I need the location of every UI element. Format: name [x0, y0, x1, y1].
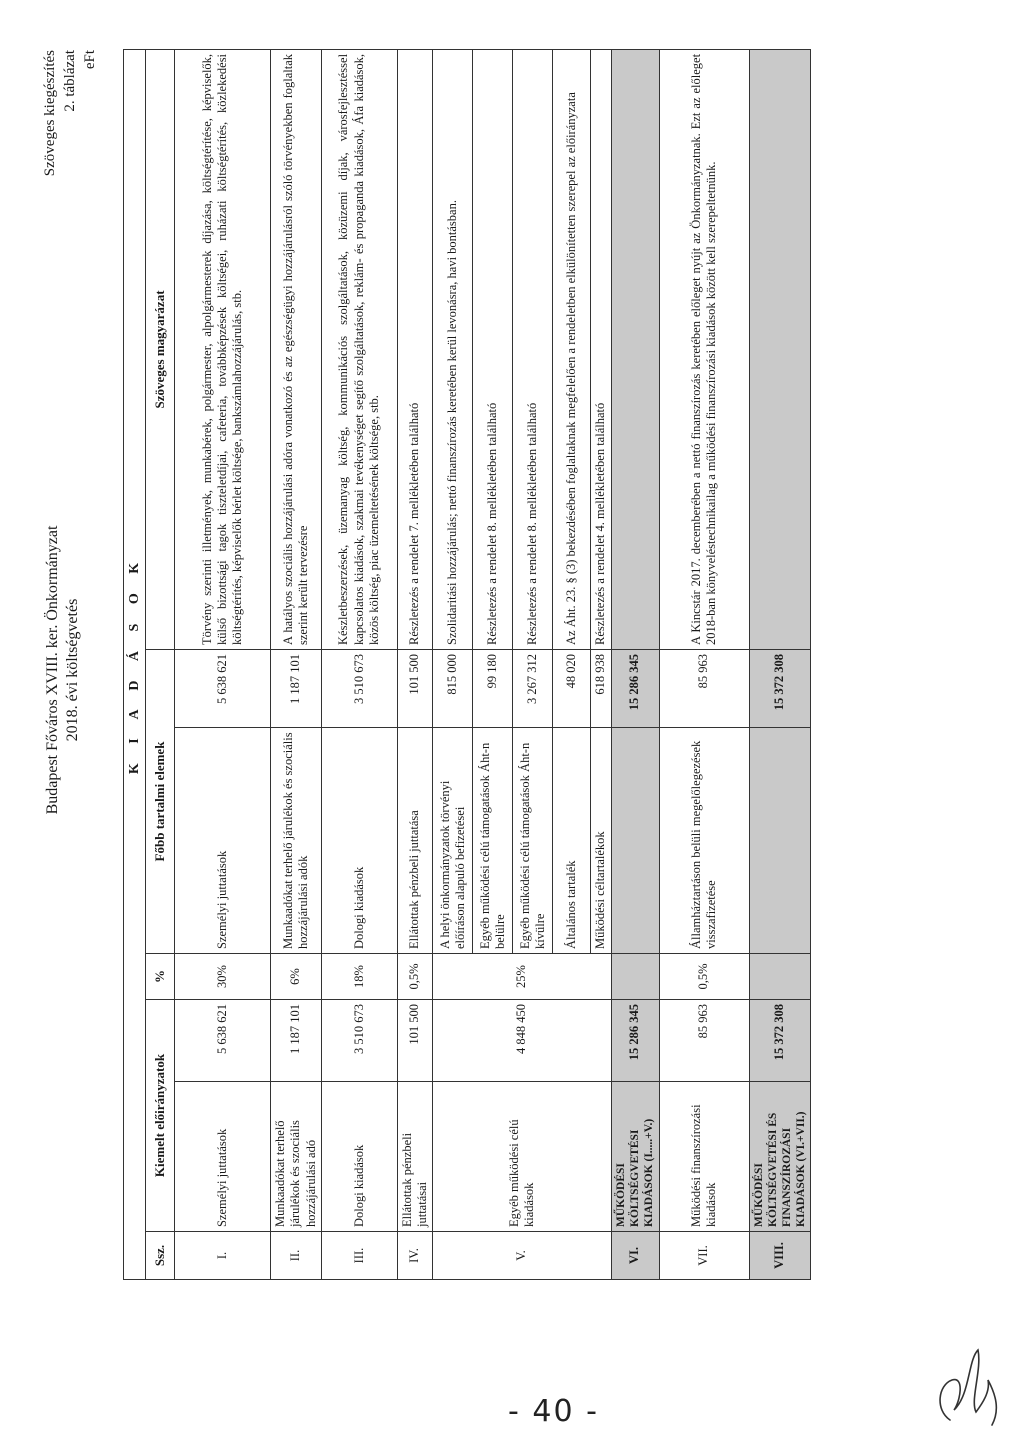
item-element: Dologi kiadások — [321, 728, 397, 954]
row-name: Ellátottak pénzbeli juttatásai — [397, 1082, 433, 1232]
row-amount: 15 372 308 — [749, 650, 810, 728]
table-number: 2. táblázat — [62, 50, 78, 112]
row-pct: 0,5% — [397, 954, 433, 1000]
budget-title: 2018. évi költségvetés — [64, 598, 81, 742]
item-amount: 618 938 — [591, 650, 611, 728]
col-pct: % — [146, 954, 175, 1000]
row-number: VI. — [611, 1232, 659, 1280]
row-total: 3 510 673 — [321, 1000, 397, 1082]
item-element: Működési céltartalékok — [591, 728, 611, 954]
row-number: II. — [271, 1232, 322, 1280]
row-number: VII. — [659, 1232, 749, 1280]
item-element: Személyi juttatások — [175, 728, 271, 954]
row-pct: 25% — [433, 954, 611, 1000]
item-amount: 3 510 673 — [321, 650, 397, 728]
item-element: A helyi önkormányzatok törvényi előíráson alapuló befizetései — [433, 728, 473, 954]
item-description: Részletezés a rendelet 4. mellékletében található — [591, 49, 611, 649]
doc-type: Szöveges kiegészítés — [42, 50, 58, 177]
empty-cell — [749, 728, 810, 954]
row-name: Munkaadókat terhelő járulékok és szociális hozzájárulási adó — [271, 1082, 322, 1232]
section-title: K I A D Á S O K — [124, 49, 146, 1279]
expenditure-table — [123, 49, 811, 1280]
row-pct: 0,5% — [659, 954, 749, 1000]
item-element: Munkaadókat terhelő járulékok és szociális hozzájárulási adók — [271, 728, 322, 954]
item-element: Államháztartáson belüli megelőlegezések visszafizetése — [659, 728, 749, 954]
item-description: Készletbeszerzések, üzemanyag költség, kommunikációs szolgáltatások, közüzemi díjak, városfejlesztéssel kapcsolatos kiadások, szakmai tevékenységet segítő szolgáltatások, reklám- és propaganda kiadások, Áfa kiadások, közös költség, piac üzemeltetésének költsége, stb. — [321, 49, 397, 649]
row-total: 15 286 345 — [611, 1000, 659, 1082]
item-amount: 815 000 — [433, 650, 473, 728]
row-name: Egyéb működési célú kiadások — [433, 1082, 611, 1232]
rotated-sheet — [40, 50, 960, 1290]
item-description: Részletezés a rendelet 8. mellékletében található — [473, 49, 513, 649]
item-element: Egyéb működési célú támogatások Áht-n belülre — [473, 728, 513, 954]
table-row — [659, 49, 749, 1279]
row-name: Működési finanszírozási kiadások — [659, 1082, 749, 1232]
item-element: Ellátottak pénzbeli juttatása — [397, 728, 433, 954]
item-description: Törvény szerinti illetmények, munkabérek, polgármester, alpolgármesterek díjazása, költségtérítése, képviselők, külső bizottsági tagok tiszteletdíjai, cafeteria, továbbképzések költségei, ruházati költségtérítés, közlekedési költségtérítés, képviselők bérlet költsége, bankszámlahozzájárulás, stb. — [175, 49, 271, 649]
row-total: 1 187 101 — [271, 1000, 322, 1082]
item-amount: 1 187 101 — [271, 650, 322, 728]
item-amount: 101 500 — [397, 650, 433, 728]
row-total: 101 500 — [397, 1000, 433, 1082]
col-kiemelt: Kiemelt előirányzatok — [146, 1000, 175, 1232]
subtotal-row — [611, 49, 659, 1279]
item-amount: 5 638 621 — [175, 650, 271, 728]
row-name: Dologi kiadások — [321, 1082, 397, 1232]
col-ssz: Ssz. — [146, 1232, 175, 1280]
row-number: VIII. — [749, 1232, 810, 1280]
item-description: A hatályos szociális hozzájárulási adóra vonatkozó és az egészségügyi hozzájárulásról szóló törvényekben foglaltak szerint került tervezésre — [271, 49, 322, 649]
table-row — [321, 49, 397, 1279]
row-total: 85 963 — [659, 1000, 749, 1082]
row-number: IV. — [397, 1232, 433, 1280]
row-name: MŰKÖDÉSI KÖLTSÉGVETÉSI KIADÁSOK (I.....+V.) — [611, 1082, 659, 1232]
empty-cell — [749, 49, 810, 649]
col-szoveges: Szöveges magyarázat — [146, 49, 175, 649]
row-total: 4 848 450 — [433, 1000, 611, 1082]
total-row — [749, 49, 810, 1279]
item-description: A Kincstár 2017. decemberében a nettó finanszírozás keretében előleget nyújt az Önkormányzatnak. Ezt az előleget 2018-ban könyveléstechnikailag a működési finanszírozási kiadások között kell szerepeltetnünk. — [659, 49, 749, 649]
table-row — [397, 49, 433, 1279]
item-description: Részletezés a rendelet 8. mellékletében található — [513, 49, 553, 649]
row-number: III. — [321, 1232, 397, 1280]
item-amount: 3 267 312 — [513, 650, 553, 728]
item-description: Részletezés a rendelet 7. mellékletében található — [397, 49, 433, 649]
row-pct: 18% — [321, 954, 397, 1000]
unit-label: eFt — [82, 50, 98, 70]
row-number: I. — [175, 1232, 271, 1280]
empty-cell — [611, 728, 659, 954]
item-element: Egyéb működési célú támogatások Áht-n kívülre — [513, 728, 553, 954]
row-amount: 15 286 345 — [611, 650, 659, 728]
row-total: 15 372 308 — [749, 1000, 810, 1082]
empty-cell — [611, 954, 659, 1000]
row-pct: 6% — [271, 954, 322, 1000]
table-row — [271, 49, 322, 1279]
empty-cell — [749, 954, 810, 1000]
row-number: V. — [433, 1232, 611, 1280]
col-fobb: Főbb tartalmi elemek — [146, 650, 175, 954]
item-amount: 85 963 — [659, 650, 749, 728]
table-row — [175, 49, 271, 1279]
row-name: MŰKÖDÉSI KÖLTSÉGVETÉSI ÉS FINANSZÍROZÁSI KIADÁSOK (VI.+VII.) — [749, 1082, 810, 1232]
row-pct: 30% — [175, 954, 271, 1000]
empty-cell — [611, 49, 659, 649]
row-name: Személyi juttatások — [175, 1082, 271, 1232]
page-number: - 40 - — [508, 1394, 599, 1429]
item-element: Általános tartalék — [553, 728, 591, 954]
item-description: Szolidaritási hozzájárulás; nettó finanszírozás keretében kerül levonásra, havi bontásban. — [433, 49, 473, 649]
header-row — [146, 49, 175, 1279]
item-amount: 48 020 — [553, 650, 591, 728]
signature-icon — [930, 1340, 1010, 1435]
item-description: Az Áht. 23. § (3) bekezdésében foglaltaknak megfelelően a rendeletben elkülönítetten szerepel az előirányzata — [553, 49, 591, 649]
table-row — [433, 49, 473, 1279]
row-total: 5 638 621 — [175, 1000, 271, 1082]
item-amount: 99 180 — [473, 650, 513, 728]
org-title: Budapest Főváros XVIII. ker. Önkormányzat — [44, 525, 61, 815]
